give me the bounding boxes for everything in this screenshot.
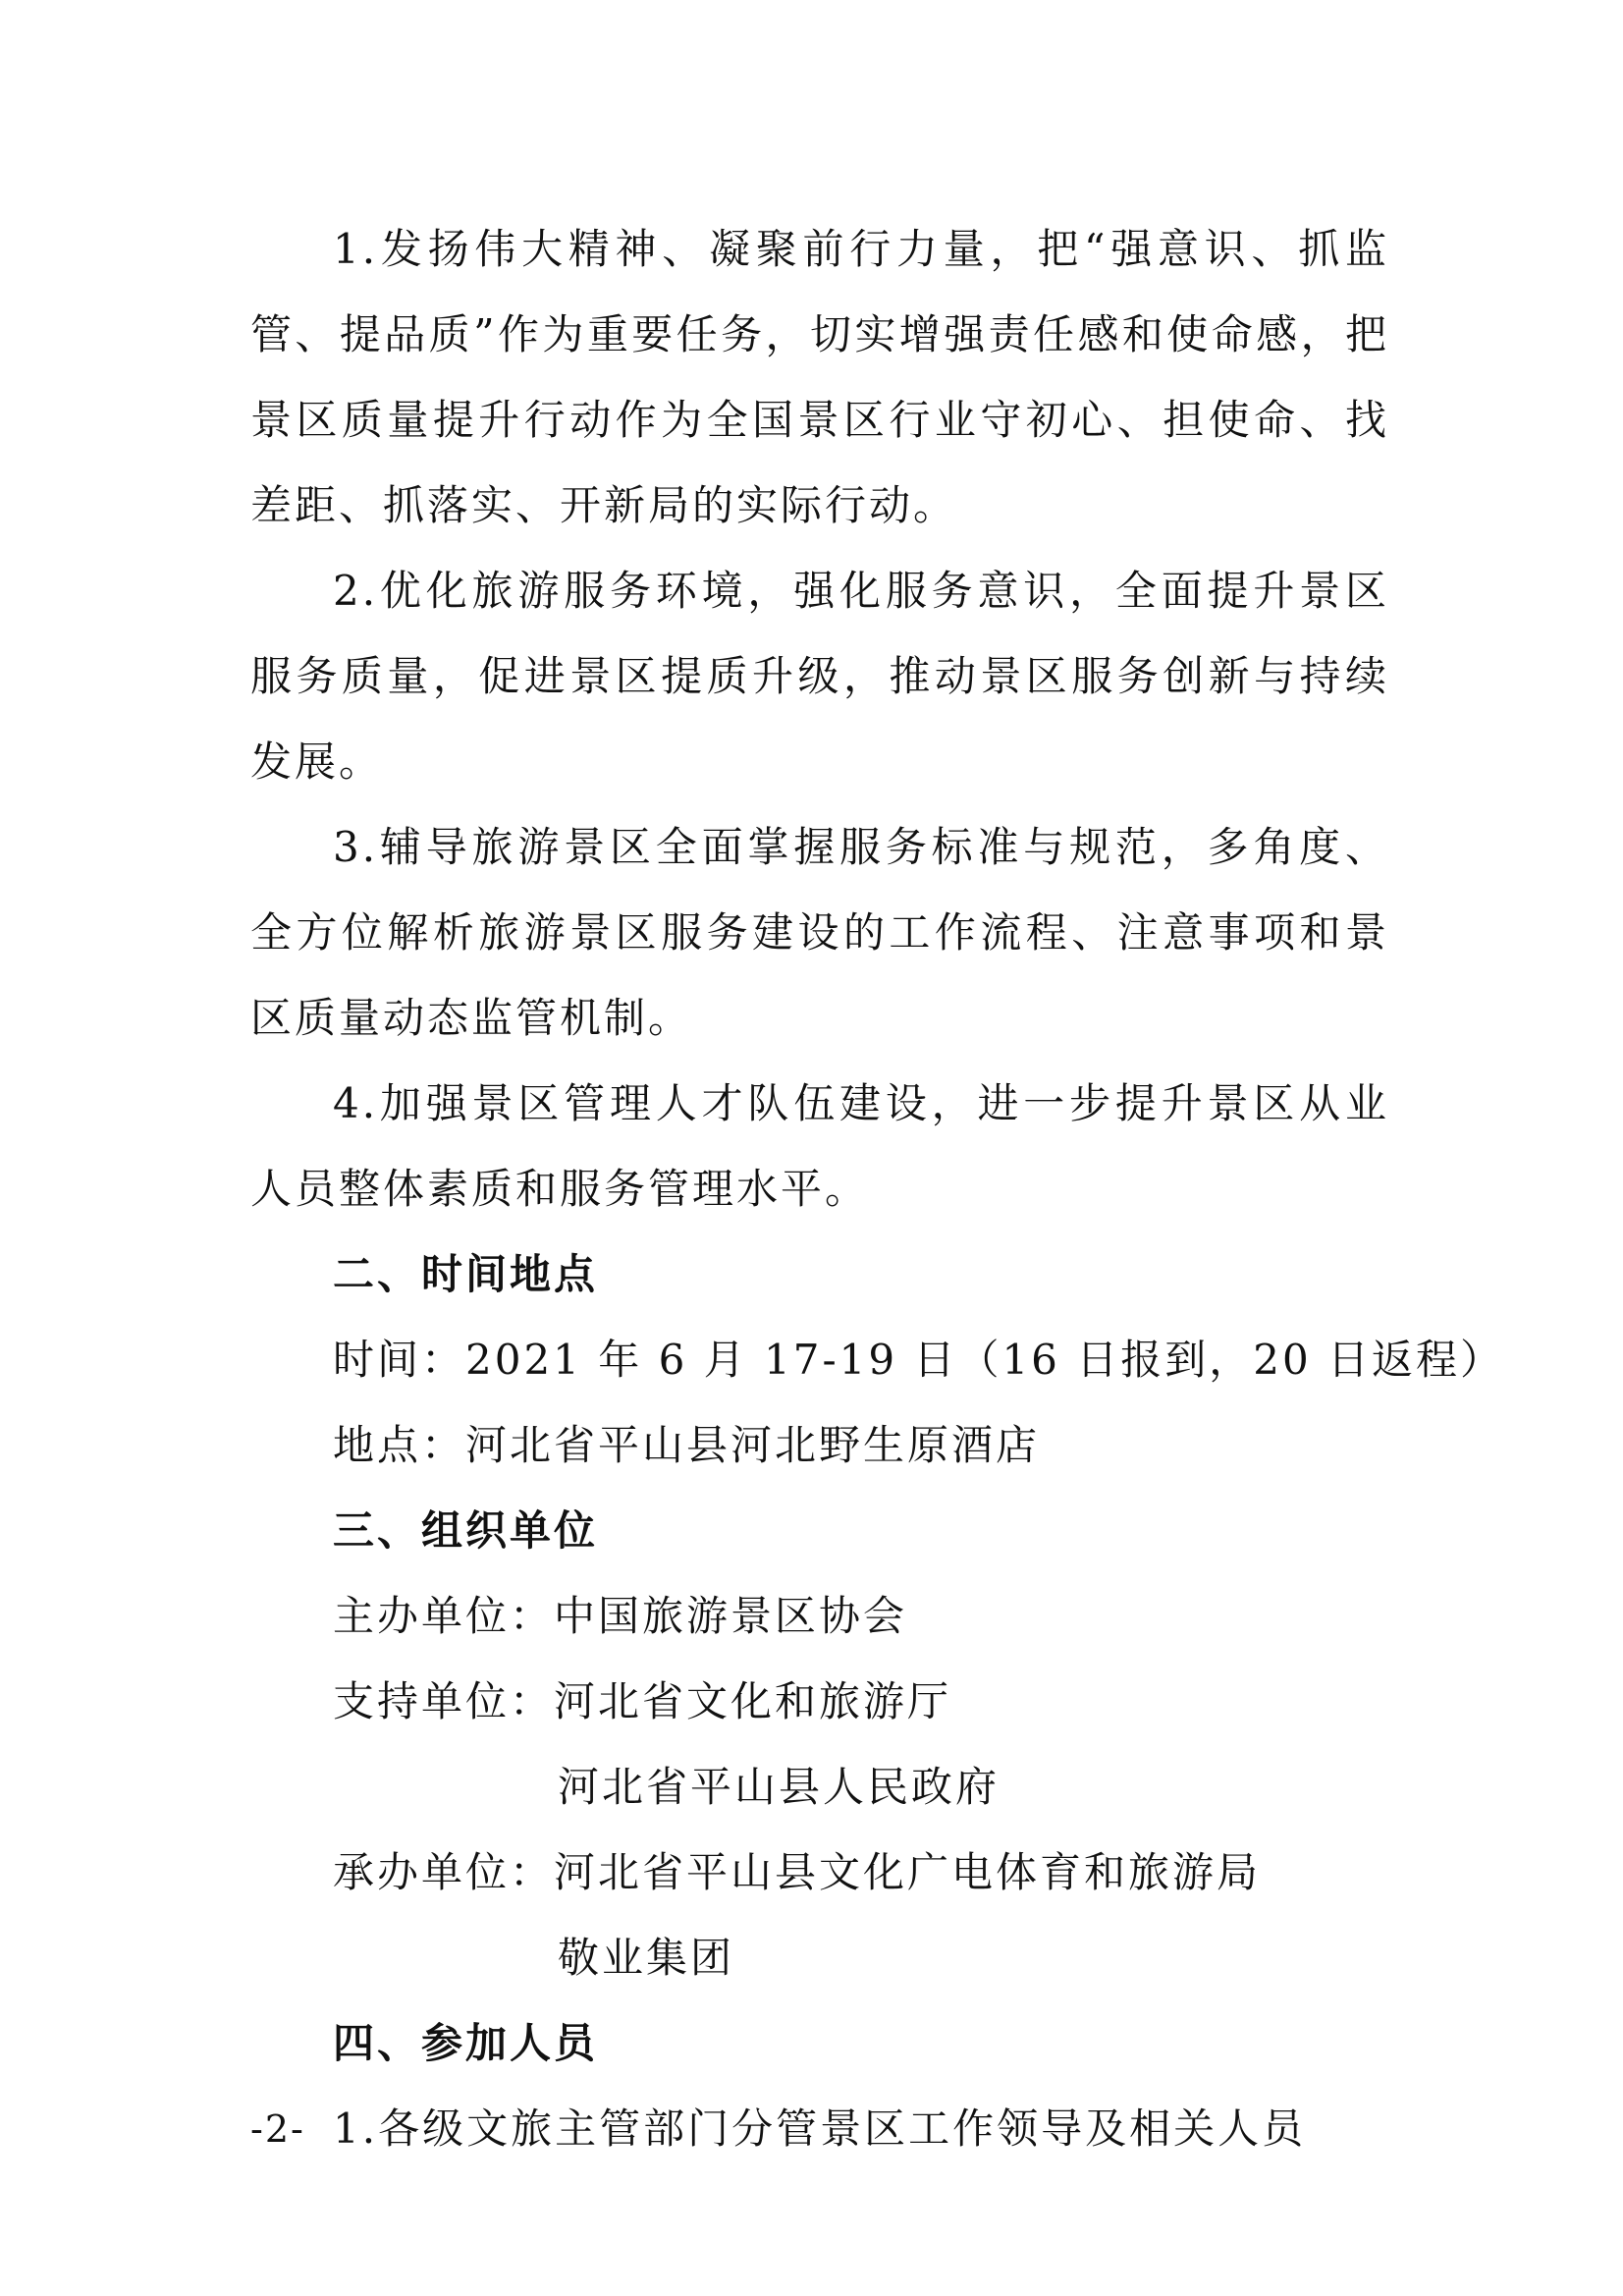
section-heading-time-place: 二、时间地点 — [333, 1250, 599, 1298]
place-line: 地点：河北省平山县河北野生原酒店 — [333, 1421, 1041, 1469]
section-heading-participants: 四、参加人员 — [333, 2019, 599, 2067]
section-heading-organizers: 三、组织单位 — [333, 1506, 599, 1555]
time-line: 时间：2021 年 6 月 17-19 日（16 日报到，20 日返程） — [333, 1336, 1505, 1384]
undertaking-organizer-line-2: 敬业集团 — [558, 1934, 735, 1982]
page-number: -2- — [250, 2107, 305, 2151]
goal-paragraph-3: 3.辅导旅游景区全面掌握服务标准与规范，多角度、全方位解析旅游景区服务建设的工作流程、注意事项和景区质量动态监管机制。 — [250, 823, 1389, 1042]
goal-paragraph-2: 2.优化旅游服务环境，强化服务意识，全面提升景区服务质量，促进景区提质升级，推动景区服务创新与持续发展。 — [250, 567, 1389, 786]
host-organizer-line: 主办单位：中国旅游景区协会 — [333, 1592, 908, 1640]
support-organizer-line-2: 河北省平山县人民政府 — [558, 1763, 1001, 1811]
undertaking-organizer-line-1: 承办单位：河北省平山县文化广电体育和旅游局 — [333, 1848, 1262, 1896]
goal-paragraph-1: 1.发扬伟大精神、凝聚前行力量，把“强意识、抓监管、提品质”作为重要任务，切实增强责任感和使命感，把景区质量提升行动作为全国景区行业守初心、担使命、找差距、抓落实、开新局的实际行动。 — [250, 225, 1389, 529]
goal-paragraph-4: 4.加强景区管理人才队伍建设，进一步提升景区从业人员整体素质和服务管理水平。 — [250, 1079, 1389, 1213]
participants-item-1: 1.各级文旅主管部门分管景区工作领导及相关人员 — [333, 2105, 1307, 2153]
support-organizer-line-1: 支持单位：河北省文化和旅游厅 — [333, 1677, 952, 1725]
page-content — [250, 206, 1505, 2171]
